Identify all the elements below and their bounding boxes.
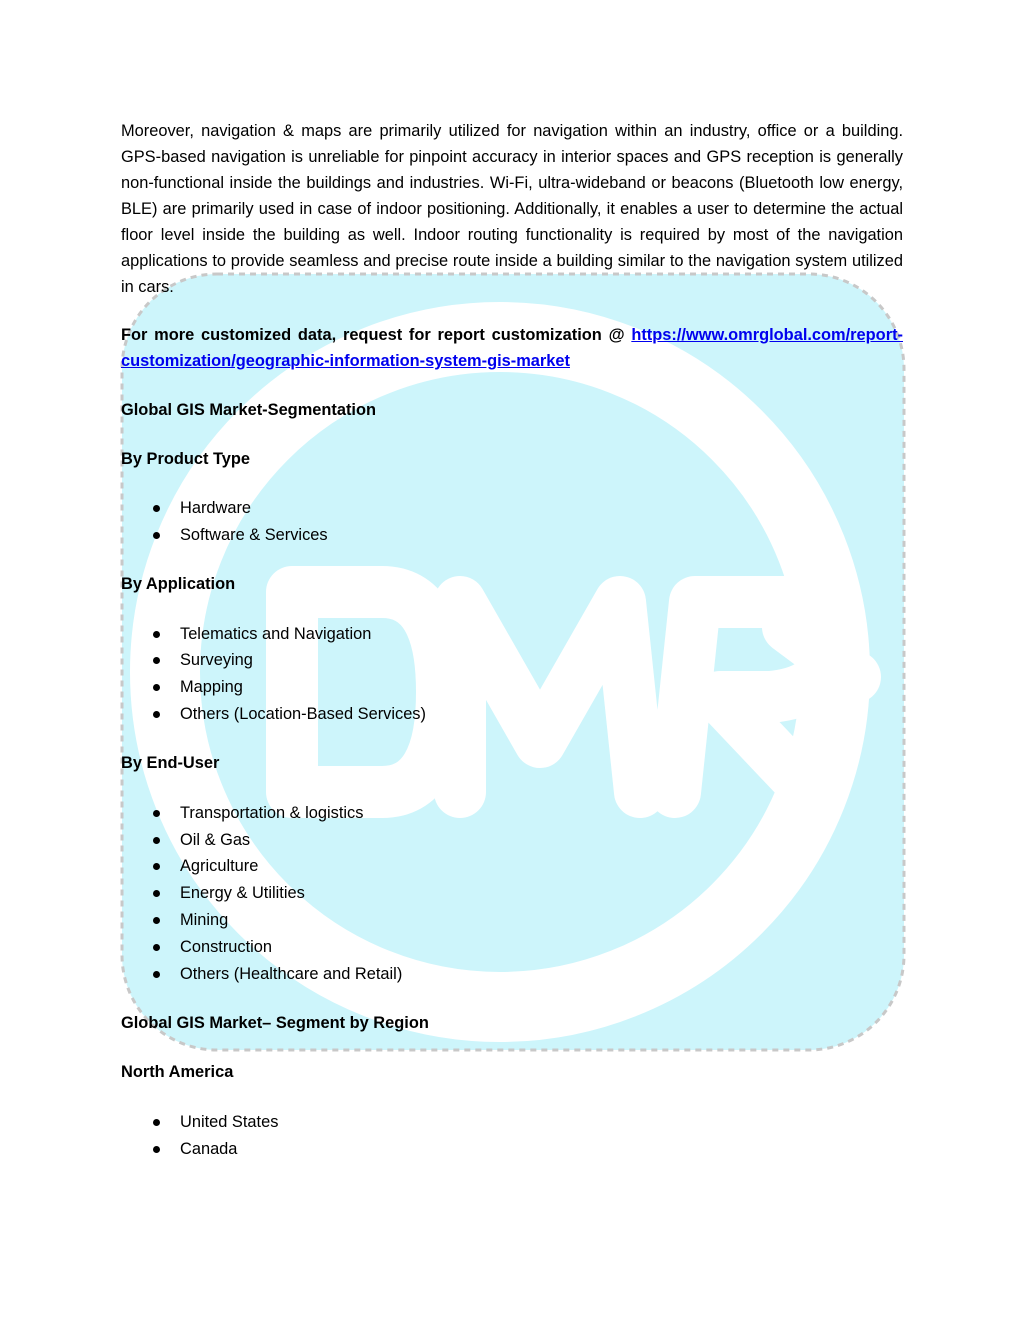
report-customization-link[interactable]: https://www.omrglobal.com/report-customization/geographic-information-system-gis-market [121,326,903,370]
list-item: Mapping [121,674,903,701]
bullet-icon [153,863,160,870]
bullet-icon [153,1119,160,1126]
section-title-application: By Application [121,574,236,593]
list-item: Software & Services [121,522,903,549]
bullet-icon [153,810,160,817]
bullet-icon [153,631,160,638]
bullet-icon [153,684,160,691]
region-title: Global GIS Market– Segment by Region [121,1014,429,1033]
customization-request-text: For more customized data, request for report customization @ [121,326,632,344]
application-list [121,621,903,728]
section-title-product-type: By Product Type [121,450,251,468]
list-item: United States [121,1109,903,1136]
document-body [121,118,903,1163]
list-item: Construction [121,934,903,961]
list-item: Hardware [121,495,903,522]
list-item: Agriculture [121,853,903,880]
bullet-icon [153,532,160,539]
segmentation-title: Global GIS Market-Segmentation [121,401,377,419]
section-title-end-user: By End-User [121,753,220,772]
list-item: Energy & Utilities [121,880,903,907]
product-type-list [121,495,903,549]
list-item: Oil & Gas [121,827,903,854]
list-item: Transportation & logistics [121,800,903,827]
end-user-list [121,800,903,988]
list-item: Surveying [121,647,903,674]
list-item: Canada [121,1136,903,1163]
list-item: Others (Location-Based Services) [121,701,903,728]
bullet-icon [153,944,160,951]
section-title-north-america: North America [121,1063,234,1082]
customization-request [121,322,903,374]
north-america-list [121,1109,903,1163]
bullet-icon [153,837,160,844]
bullet-icon [153,657,160,664]
bullet-icon [153,711,160,718]
bullet-icon [153,890,160,897]
bullet-icon [153,917,160,924]
bullet-icon [153,505,160,512]
intro-paragraph: Moreover, navigation & maps are primarily utilized for navigation within an industry, office or a building. GPS-based navigation is unreliable for pinpoint accuracy in interior spaces and GPS reception is generally non-functional inside the buildings and industries. Wi-Fi, ultra-wideband or beacons (Bluetooth low energy, BLE) are primarily used in case of indoor positioning. Additionally, it enables a user to determine the actual floor level inside the building as well. Indoor routing functionality is required by most of the navigation applications to provide seamless and precise route inside a building similar to the navigation system utilized in cars. [121,122,903,296]
list-item: Telematics and Navigation [121,621,903,648]
bullet-icon [153,971,160,978]
list-item: Others (Healthcare and Retail) [121,961,903,988]
bullet-icon [153,1146,160,1153]
list-item: Mining [121,907,903,934]
